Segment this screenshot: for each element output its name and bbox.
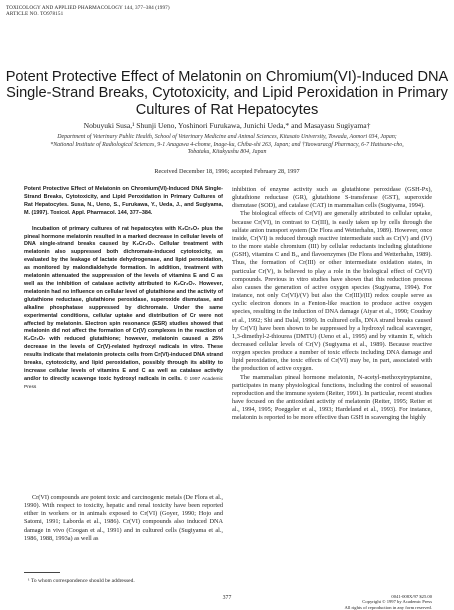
- intro-paragraph-1: Cr(VI) compounds are potent toxic and carcinogenic metals (De Flora et al., 1990). With respect to toxicity, hepatic and renal toxicity have been reported either in workers or in animals exposed to Cr(VI) (Goyer, 1990; Hojo and Satomi, 1991; Laborda et al., 1986). Cr(VI) compounds also induced DNA damage in vivo (Coogan et al., 1991) and in cultured cells (Sugiyama et al., 1986, 1988, 1993a) as well as: [24, 494, 223, 542]
- abstract-copyright: © 1997 Academic Press: [24, 376, 224, 390]
- affiliations: Department of Veterinary Public Health, School of Veterinary Medicine and Animal Sciences, Kitasato University, Towada, Aomori 034, Japan; *National Institute of Radiological Sciences, 9-1 Anagawa 4-chome, Inage-ku, Chiba-shi 263, Japan; and †Yaowaracgf Pharmacy, 6-7 Hattsune-cho, Tobataku, Kitakyushu 804, Japan: [50, 134, 404, 156]
- body-column-left: [24, 494, 223, 543]
- col2-paragraph-1: inhibition of enzyme activity such as glutathione peroxidase (GSH-Px), glutathione reductase (GR), glutathione S-transferase (GST), superoxide dismutase (SOD), and catalase (CAT) in mammalian cells (Sugiyama, 1994).: [232, 186, 432, 210]
- abstract-citation: Potent Protective Effect of Melatonin on Chromium(VI)-Induced DNA Single-Strand Breaks, Cytotoxicity, and Lipid Peroxidation in Primary Cultures of Rat Hepatocytes. Susa, N., Ueno, S., Furukawa, Y., Ueda, J., and Sugiyama, M. (1997). Toxicol. Appl. Pharmacol. 144, 377–384.: [24, 186, 223, 216]
- footnote-rule: [24, 572, 60, 573]
- article-title: Potent Protective Effect of Melatonin on Chromium(VI)-Induced DNA Single-Strand Breaks, Cytotoxicity, and Lipid Peroxidation in Primary Cultures of Rat Hepatocytes: [5, 69, 449, 118]
- copyright-line: Copyright © 1997 by Academic Press: [362, 599, 432, 605]
- col2-paragraph-3: The mammalian pineal hormone melatonin, N-acetyl-methoxytryptamine, participates in many physiological functions, including the control of seasonal reproduction and the immune system (Reiter, 1991). In particular, recent studies have focused on the antioxidant activity of melatonin (Reiter, 1995; Reiter et al., 1994, 1995; Poeggeler et al., 1993; Hardeland et al., 1993). For instance, melatonin is reported to be more effective than GSH in scavenging the highly: [232, 373, 432, 422]
- col2-paragraph-2: The biological effects of Cr(VI) are generally attributed to cellular uptake, because Cr(VI), in contrast to Cr(III), is easily taken up by cells through the sulfate anion transport system (De Flora and Wetterhahn, 1989). However, once inside, Cr(VI) is reduced through reactive intermediate such as Cr(V) and (IV) to the more stable chromium (III) by cellular reductants including glutathione (GSH), vitamins C and B₂, and flavoenzymes (De Flora and Wetterhahn, 1989). Thus, the formation of Cr(III) or other intermediate oxidation states, in particular Cr(V), is believed to play a role in the biological effect of Cr(VI) compounds. Previous in vitro studies have shown that this reduction process also causes the generation of active oxygen species (Sugiyama, 1994). For instance, not only Cr(VI)/(V) but also the Cr(III)/(II) redox couple serve as cyclic electron donors in a Fenton-like reaction to produce active oxygen species, resulting in the induction of DNA damage (Aiyar et al., 1990; Coudray et al., 1992; Shi and Dalal, 1990). In cultured cells, DNA strand breaks caused by Cr(VI) have been shown to be suppressed by a hydroxyl radical scavenger, 1,3-dimethyl-2-thiourea (DMTU) (Ueno et al., 1995) and by vitamin E, which decreased cellular levels of Cr(V) (Sugiyama et al., 1989). Because reactive oxygen species produce a number of toxic effects including DNA damage and lipid peroxidation, the toxic effects of Cr(VI) may be, in part, associated with the production of active oxygen.: [232, 210, 432, 373]
- abstract-text: [24, 226, 223, 392]
- author-list: Nobuyuki Susa,¹ Shunji Ueno, Yoshinori Furukawa, Junichi Ueda,* and Masayasu Sugiyama†: [83, 121, 371, 130]
- abstract-body: Incubation of primary cultures of rat hepatocytes with K₂Cr₂O₇ plus the pineal hormone melatonin resulted in a marked decrease in cellular levels of DNA single-strand breaks caused by K₂Cr₂O₇. Cellular treatment with melatonin also suppressed both dichromate-induced cytotoxicity, as evaluated by the leakage of lactate dehydrogenase, and lipid peroxidation, as monitored by malondialdehyde formation. In addition, treatment with melatonin attenuated the suppression of the levels of vitamins E and C as well as the inhibition of catalase activity attributed to K₂Cr₂O₇. However, melatonin had no influence on cellular level of glutathione and the activity of glutathione reductase, glutathione peroxidase, superoxide dismutase, and alkaline phosphatase suppressed by dichromate. Under the same experimental conditions, cellular uptake and distribution of Cr were not affected by melatonin. Electron spin resonance (ESR) studies showed that melatonin did not affect the formation of Cr(V) complexes in the reaction of K₂Cr₂O₇ with reduced glutathione; however, melatonin caused a 25% decrease in the levels of Cr(V)-related hydroxyl radicals in vitro. These results indicate that melatonin protects cells from Cr(VI)-induced DNA strand breaks, cytotoxicity, and lipid peroxidation, possibly through its ability to increase cellular levels of vitamins E and C as well as catalase activity and/or to directly scavenge toxic hydroxyl radicals in cells.: [24, 225, 223, 382]
- journal-header: [6, 5, 170, 18]
- copyright-price: 0041-008X/97 $25.00: [391, 594, 432, 599]
- rights-line: All rights of reproduction in any form reserved.: [344, 604, 432, 610]
- received-dates: Received December 18, 1996; accepted February 28, 1997: [154, 168, 300, 175]
- journal-line: TOXICOLOGY AND APPLIED PHARMACOLOGY 144, 377–384 (1997): [6, 5, 170, 11]
- footnote: ¹ To whom correspondence should be addressed.: [28, 578, 135, 584]
- page-number: 377: [222, 595, 232, 601]
- abstract: [24, 186, 223, 392]
- article-number: ARTICLE NO. TO978151: [6, 11, 64, 18]
- body-column-right: [232, 186, 432, 423]
